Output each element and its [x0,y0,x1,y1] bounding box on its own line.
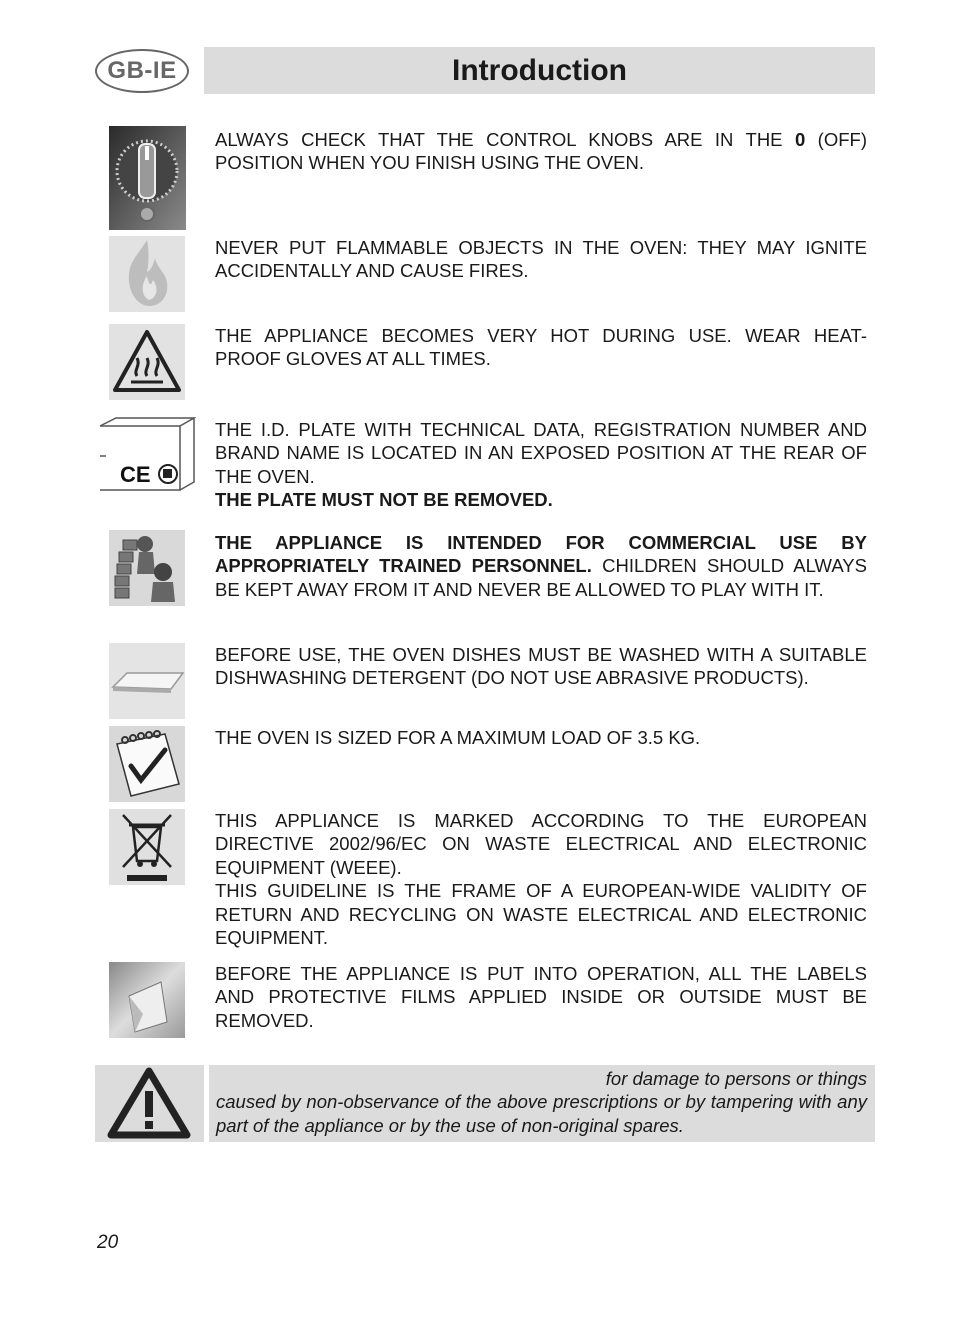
item-text: BEFORE USE, THE OVEN DISHES MUST BE WASHED WITH A SUITABLE DISHWASHING DETERGENT (DO NOT USE ABRASIVE PRODUCTS). [215,644,867,689]
item-text: THIS APPLIANCE IS MARKED ACCORDING TO THE EUROPEAN DIRECTIVE 2002/96/EC ON WASTE ELECTRICAL AND ELECTRONIC EQUIPMENT (WEEE). THIS GUIDELINE IS THE FRAME OF A EUROPEAN-WIDE VALIDITY OF RETURN AND RECYCLING ON WASTE ELECTRICAL AND ELECTRONIC EQUIPMENT. [215,810,867,949]
children-icon [109,530,185,606]
warning-icon-panel [95,1065,204,1142]
page-number: 20 [97,1232,119,1253]
page-title: Introduction [452,53,627,87]
notepad-check-icon [109,726,185,802]
ce-mark-text: CE [120,462,151,487]
item-text: THE APPLIANCE IS INTENDED FOR COMMERCIAL USE BY APPROPRIATELY TRAINED PERSONNEL. CHILDREN SHOULD ALWAYS BE KEPT AWAY FROM IT AND NEVER BE ALLOWED TO PLAY WITH IT. [215,532,867,600]
item-text: NEVER PUT FLAMMABLE OBJECTS IN THE OVEN: THEY MAY IGNITE ACCIDENTALLY AND CAUSE FIRES. [215,237,867,282]
logo-text: GB-IE [107,57,177,84]
item-text: THE OVEN IS SIZED FOR A MAXIMUM LOAD OF 3.5 KG. [215,727,701,748]
item-text: ALWAYS CHECK THAT THE CONTROL KNOBS ARE IN THE 0 (OFF) POSITION WHEN YOU FINISH USING THE OVEN. [215,129,867,174]
id-plate-icon [96,416,196,498]
gb-ie-logo [95,49,189,93]
warning-triangle-icon [95,1065,204,1142]
item-text: BEFORE THE APPLIANCE IS PUT INTO OPERATION, ALL THE LABELS AND PROTECTIVE FILMS APPLIED INSIDE OR OUTSIDE MUST BE REMOVED. [215,963,867,1031]
protective-film-icon [109,962,185,1038]
oven-dish-icon [109,643,185,719]
warning-text: for damage to persons or things caused by non-observance of the above prescriptions or by tampering with any part of the appliance or by the use of non-original spares. [216,1068,867,1136]
item-text: THE I.D. PLATE WITH TECHNICAL DATA, REGISTRATION NUMBER AND BRAND NAME IS LOCATED IN AN EXPOSED POSITION AT THE REAR OF THE OVEN. THE PLATE MUST NOT BE REMOVED. [215,419,867,511]
section-header [204,47,875,94]
control-knob-icon [109,126,186,230]
flame-icon [109,236,185,312]
hot-surface-warning-icon [109,324,185,400]
item-text: THE APPLIANCE BECOMES VERY HOT DURING USE. WEAR HEAT-PROOF GLOVES AT ALL TIMES. [215,325,867,370]
crossed-bin-icon [109,809,185,885]
